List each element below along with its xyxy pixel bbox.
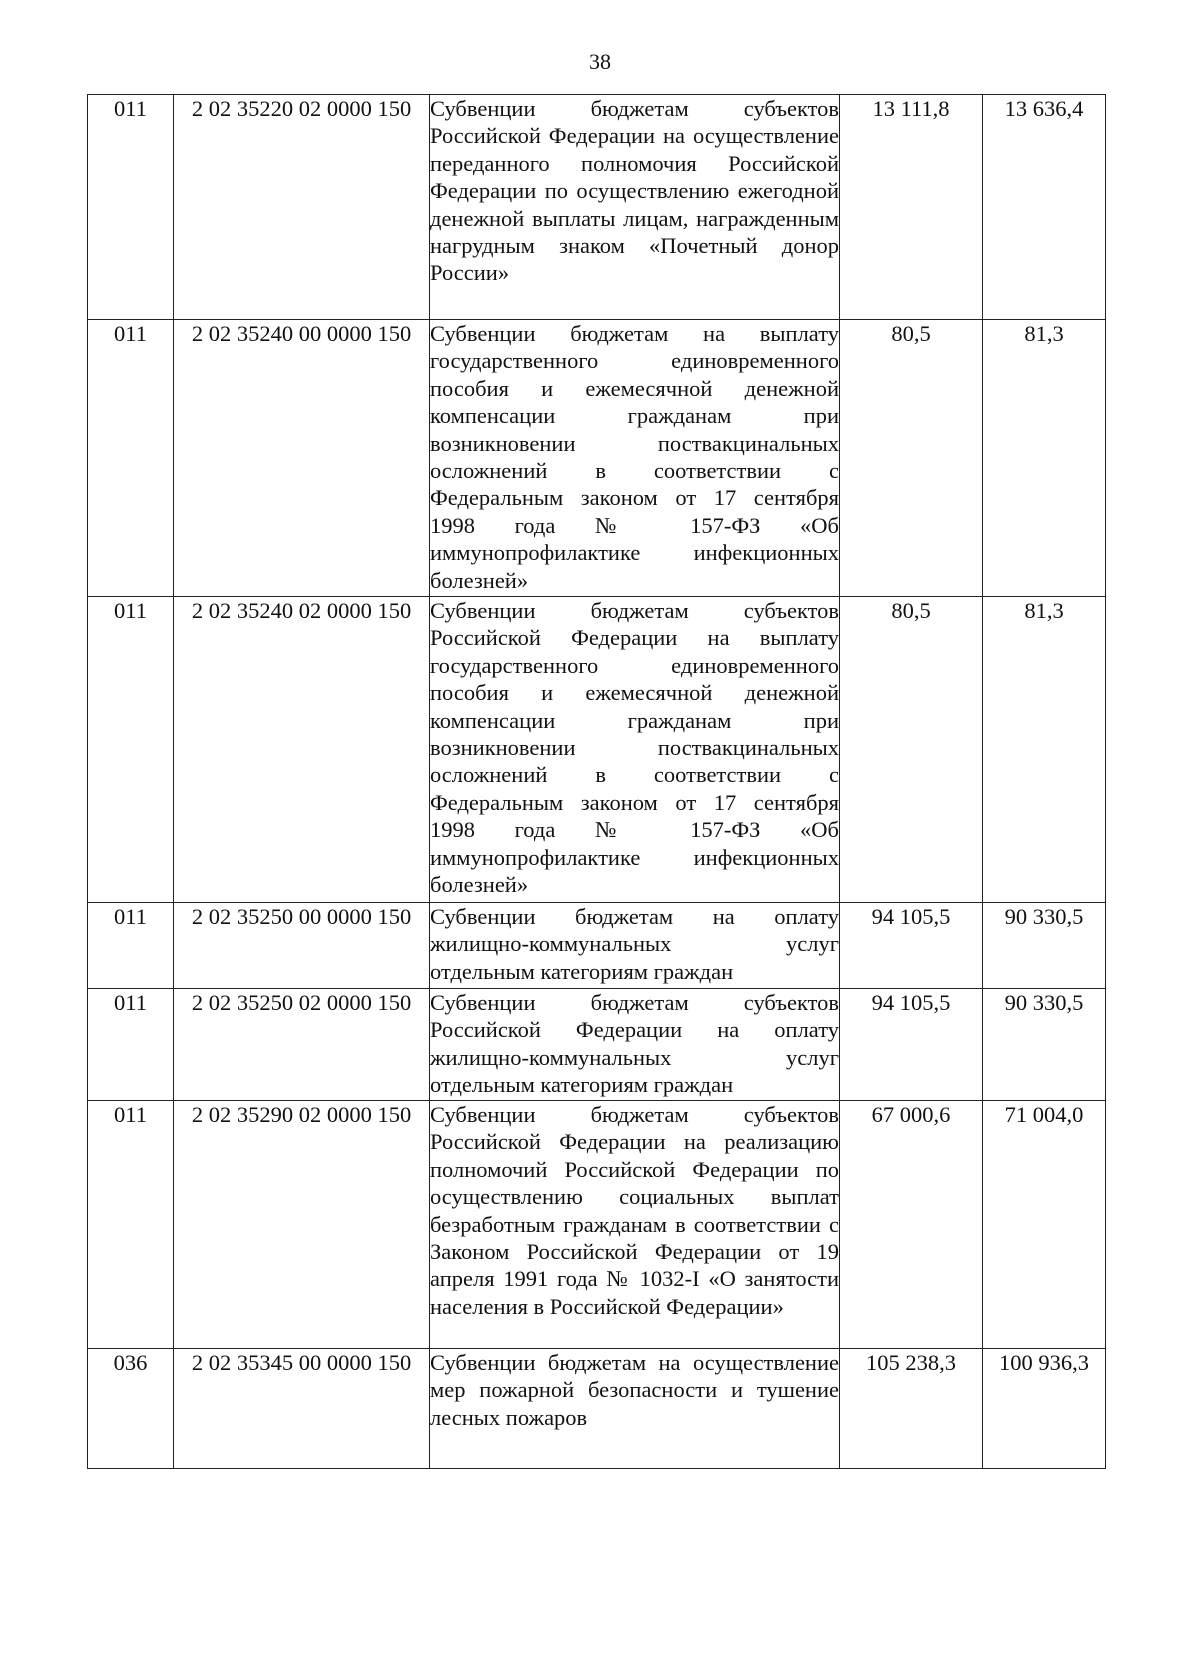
table-row xyxy=(88,320,1106,597)
revenue-name-cell: Субвенции бюджетам на выплату государственного единовременного пособия и ежемесячной денежной компенсации гражданам при возникновении поствакцинальных осложнений в соответствии с Федеральным законом от 17 сентября 1998 года № 157-ФЗ «Об иммунопрофилактике инфекционных болезней» xyxy=(430,320,840,597)
amount-year2-cell: 81,3 xyxy=(983,320,1106,597)
amount-year1-cell: 94 105,5 xyxy=(840,989,983,1101)
table-row xyxy=(88,903,1106,989)
admin-code-cell: 011 xyxy=(88,903,174,989)
budget-code-cell: 2 02 35250 00 0000 150 xyxy=(174,903,430,989)
budget-code-cell: 2 02 35220 02 0000 150 xyxy=(174,95,430,320)
table-row xyxy=(88,989,1106,1101)
table-row xyxy=(88,597,1106,903)
budget-code-cell: 2 02 35240 02 0000 150 xyxy=(174,597,430,903)
amount-year1-cell: 13 111,8 xyxy=(840,95,983,320)
revenue-name-cell: Субвенции бюджетам на осуществление мер пожарной безопасности и тушение лесных пожаров xyxy=(430,1349,840,1469)
amount-year1-cell: 80,5 xyxy=(840,597,983,903)
admin-code-cell: 011 xyxy=(88,597,174,903)
admin-code-cell: 011 xyxy=(88,989,174,1101)
amount-year2-cell: 90 330,5 xyxy=(983,989,1106,1101)
admin-code-cell: 036 xyxy=(88,1349,174,1469)
revenue-name-cell: Субвенции бюджетам субъектов Российской Федерации на оплату жилищно-коммунальных услуг отдельным категориям граждан xyxy=(430,989,840,1101)
amount-year2-cell: 90 330,5 xyxy=(983,903,1106,989)
revenue-name-cell: Субвенции бюджетам субъектов Российской Федерации на осуществление переданного полномочия Российской Федерации по осуществлению ежегодной денежной выплаты лицам, награжденным нагрудным знаком «Почетный донор России» xyxy=(430,95,840,320)
amount-year2-cell: 81,3 xyxy=(983,597,1106,903)
amount-year2-cell: 13 636,4 xyxy=(983,95,1106,320)
amount-year2-cell: 100 936,3 xyxy=(983,1349,1106,1469)
amount-year2-cell: 71 004,0 xyxy=(983,1101,1106,1349)
amount-year1-cell: 80,5 xyxy=(840,320,983,597)
table-row xyxy=(88,1101,1106,1349)
budget-code-cell: 2 02 35240 00 0000 150 xyxy=(174,320,430,597)
table-row xyxy=(88,95,1106,320)
revenue-name-cell: Субвенции бюджетам субъектов Российской Федерации на выплату государственного единовременного пособия и ежемесячной денежной компенсации гражданам при возникновении поствакцинальных осложнений в соответствии с Федеральным законом от 17 сентября 1998 года № 157-ФЗ «Об иммунопрофилактике инфекционных болезней» xyxy=(430,597,840,903)
budget-code-cell: 2 02 35290 02 0000 150 xyxy=(174,1101,430,1349)
amount-year1-cell: 105 238,3 xyxy=(840,1349,983,1469)
admin-code-cell: 011 xyxy=(88,95,174,320)
amount-year1-cell: 67 000,6 xyxy=(840,1101,983,1349)
budget-code-cell: 2 02 35250 02 0000 150 xyxy=(174,989,430,1101)
amount-year1-cell: 94 105,5 xyxy=(840,903,983,989)
admin-code-cell: 011 xyxy=(88,1101,174,1349)
budget-code-cell: 2 02 35345 00 0000 150 xyxy=(174,1349,430,1469)
revenue-name-cell: Субвенции бюджетам на оплату жилищно-коммунальных услуг отдельным категориям граждан xyxy=(430,903,840,989)
budget-table xyxy=(87,94,1106,1469)
table-row xyxy=(88,1349,1106,1469)
revenue-name-cell: Субвенции бюджетам субъектов Российской Федерации на реализацию полномочий Российской Федерации по осуществлению социальных выплат безработным гражданам в соответствии с Законом Российской Федерации от 19 апреля 1991 года № 1032-I «О занятости населения в Российской Федерации» xyxy=(430,1101,840,1349)
admin-code-cell: 011 xyxy=(88,320,174,597)
page-number: 38 xyxy=(589,49,611,74)
